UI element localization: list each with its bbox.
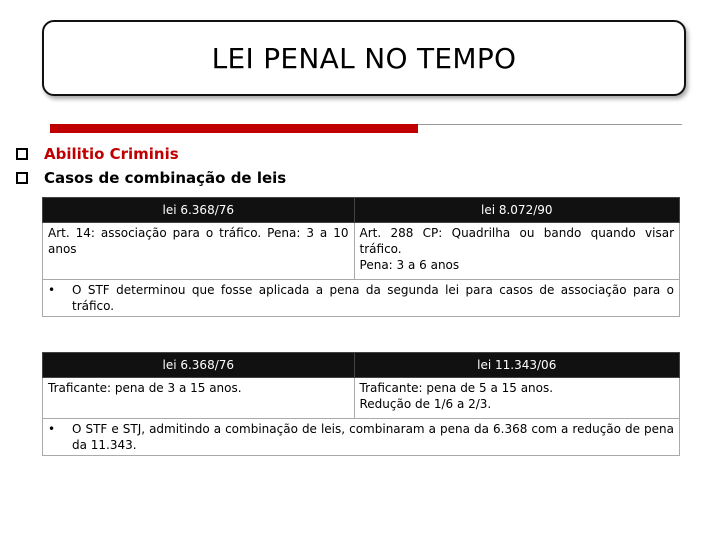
cell-line: Art. 288 CP: Quadrilha ou bando quando visar tráfico. — [359, 226, 674, 256]
bullet-dot-icon: • — [48, 422, 56, 436]
header-cell: lei 8.072/90 — [354, 198, 679, 223]
slide-title: LEI PENAL NO TEMPO — [211, 41, 517, 75]
comparison-table-2 — [42, 352, 680, 456]
bullet-text-combinacao: Casos de combinação de leis — [44, 169, 287, 187]
cell-line: Redução de 1/6 a 2/3. — [359, 397, 492, 411]
note-text: O STF e STJ, admitindo a combinação de leis, combinaram a pena da 6.368 com a redução de pena da 11.343. — [72, 422, 674, 452]
bullet-list — [16, 142, 286, 190]
cell-line: Pena: 3 a 6 anos — [359, 258, 460, 272]
bullet-item — [16, 142, 286, 166]
cell-line: Traficante: pena de 5 a 15 anos. — [359, 381, 554, 395]
table-row — [43, 378, 680, 419]
table-note-row — [43, 280, 680, 317]
table-cell: Art. 14: associação para o tráfico. Pena: 3 a 10 anos — [43, 223, 355, 280]
bullet-dot-icon: • — [48, 283, 56, 297]
bullet-item — [16, 166, 286, 190]
header-cell: lei 6.368/76 — [43, 353, 355, 378]
table-header-row — [43, 198, 680, 223]
square-bullet-icon — [16, 172, 28, 184]
table-note-row — [43, 419, 680, 456]
header-cell: lei 11.343/06 — [354, 353, 680, 378]
accent-bar — [50, 124, 418, 133]
square-bullet-icon — [16, 148, 28, 160]
note-text: O STF determinou que fosse aplicada a pena da segunda lei para casos de associação para o tráfico. — [72, 283, 674, 313]
bullet-text-abilitio: Abilitio Criminis — [44, 145, 179, 163]
table-header-row — [43, 353, 680, 378]
table-row — [43, 223, 680, 280]
table-cell — [354, 378, 680, 419]
slide-title-box — [42, 20, 686, 96]
header-cell: lei 6.368/76 — [43, 198, 355, 223]
table-cell: Traficante: pena de 3 a 15 anos. — [43, 378, 355, 419]
table-cell — [354, 223, 679, 280]
comparison-table-1 — [42, 197, 680, 317]
